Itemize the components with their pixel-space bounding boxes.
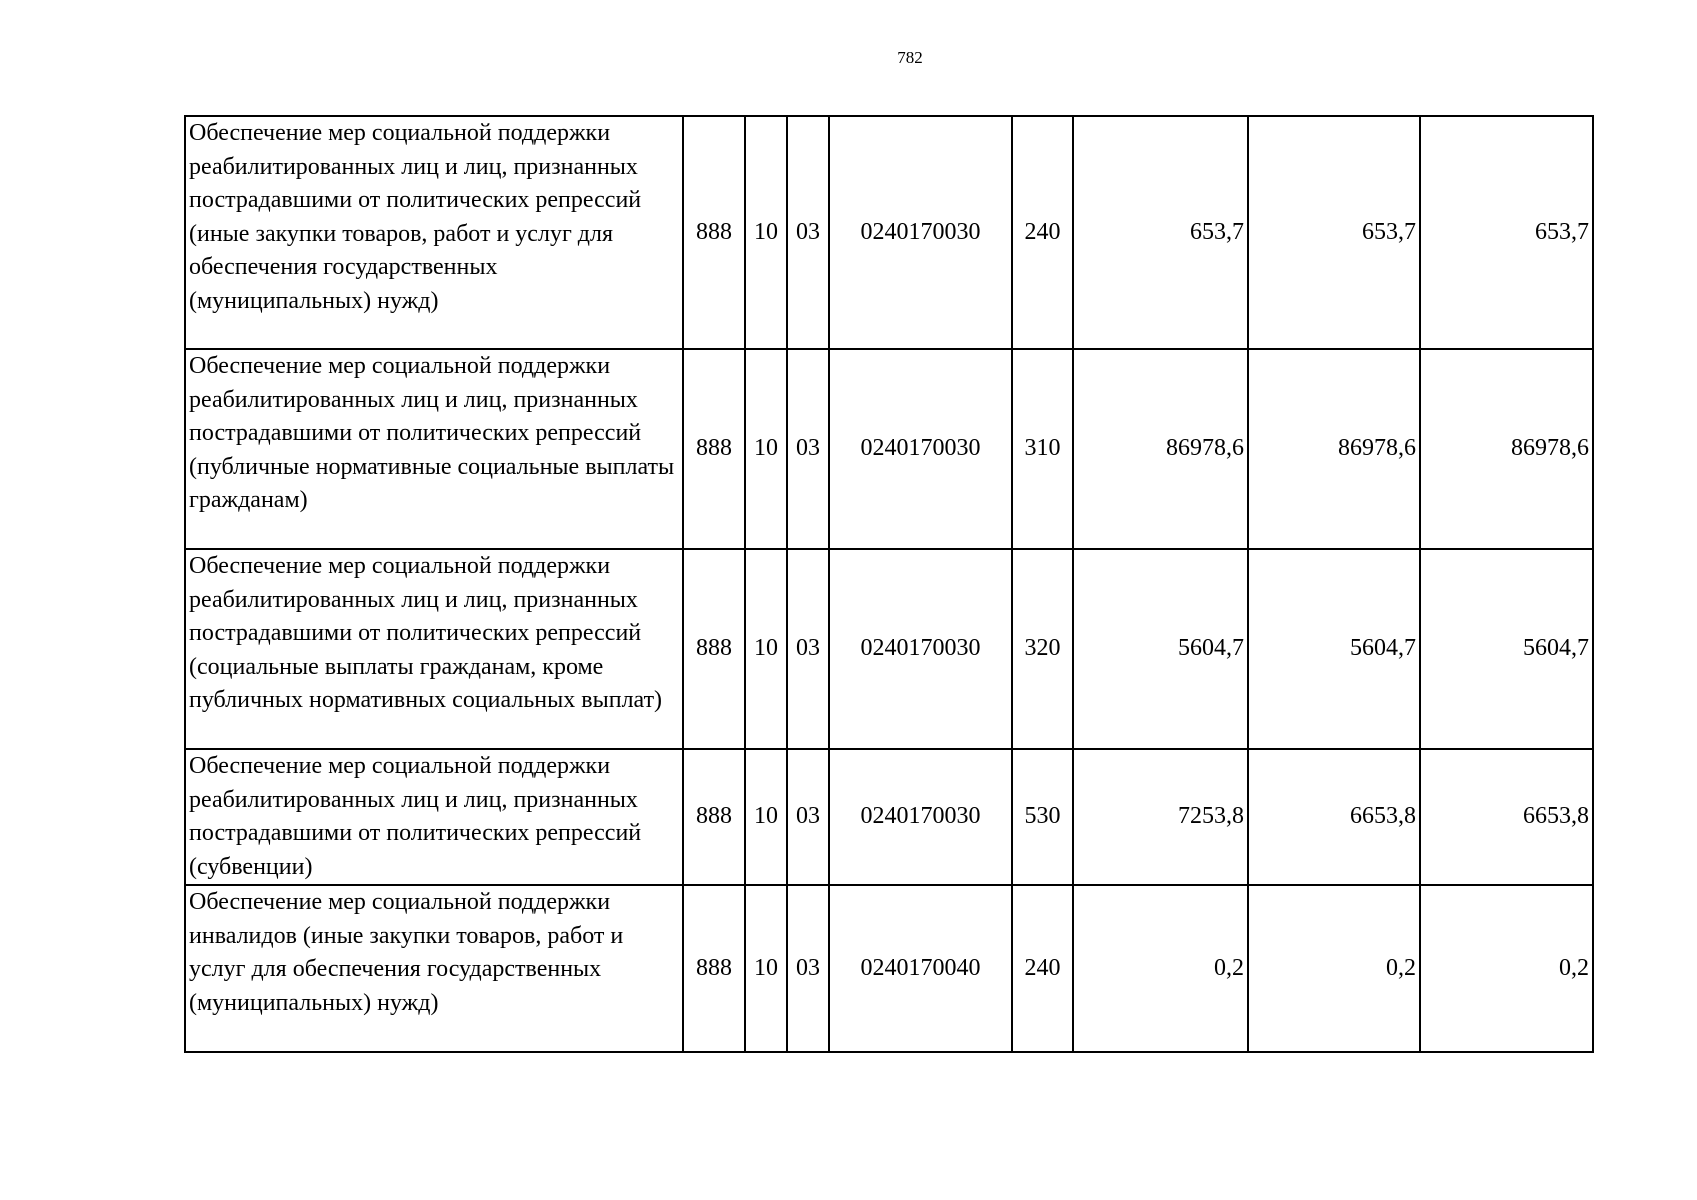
- row-description: Обеспечение мер социальной поддержки реабилитированных лиц и лиц, признанных пострадавшими от политических репрессий (социальные выплаты гражданам, кроме публичных нормативных социальных выплат): [185, 549, 683, 749]
- row-description: Обеспечение мер социальной поддержки реабилитированных лиц и лиц, признанных пострадавшими от политических репрессий (иные закупки товаров, работ и услуг для обеспечения государственных (муниципальных) нужд): [185, 116, 683, 349]
- amount-year-2: 653,7: [1248, 116, 1420, 349]
- section-code: 10: [745, 116, 787, 349]
- table-row: [185, 349, 1593, 549]
- amount-year-2: 5604,7: [1248, 549, 1420, 749]
- amount-year-3: 0,2: [1420, 885, 1593, 1052]
- amount-year-2: 6653,8: [1248, 749, 1420, 885]
- subsection-code: 03: [787, 749, 829, 885]
- row-description: Обеспечение мер социальной поддержки реабилитированных лиц и лиц, признанных пострадавшими от политических репрессий (публичные нормативные социальные выплаты гражданам): [185, 349, 683, 549]
- ministry-code: 888: [683, 349, 745, 549]
- target-article-code: 0240170030: [829, 116, 1012, 349]
- amount-year-3: 6653,8: [1420, 749, 1593, 885]
- section-code: 10: [745, 885, 787, 1052]
- subsection-code: 03: [787, 549, 829, 749]
- ministry-code: 888: [683, 116, 745, 349]
- row-description: Обеспечение мер социальной поддержки инвалидов (иные закупки товаров, работ и услуг для обеспечения государственных (муниципальных) нужд): [185, 885, 683, 1052]
- table-row: [185, 116, 1593, 349]
- table-row: [185, 549, 1593, 749]
- amount-year-3: 5604,7: [1420, 549, 1593, 749]
- section-code: 10: [745, 349, 787, 549]
- amount-year-2: 0,2: [1248, 885, 1420, 1052]
- page-number: 782: [897, 48, 923, 67]
- amount-year-1: 0,2: [1073, 885, 1248, 1052]
- subsection-code: 03: [787, 116, 829, 349]
- target-article-code: 0240170040: [829, 885, 1012, 1052]
- amount-year-1: 86978,6: [1073, 349, 1248, 549]
- amount-year-3: 86978,6: [1420, 349, 1593, 549]
- section-code: 10: [745, 749, 787, 885]
- amount-year-3: 653,7: [1420, 116, 1593, 349]
- section-code: 10: [745, 549, 787, 749]
- expense-type-code: 320: [1012, 549, 1073, 749]
- row-description: Обеспечение мер социальной поддержки реабилитированных лиц и лиц, признанных пострадавшими от политических репрессий (субвенции): [185, 749, 683, 885]
- expense-type-code: 240: [1012, 116, 1073, 349]
- expense-type-code: 530: [1012, 749, 1073, 885]
- amount-year-1: 7253,8: [1073, 749, 1248, 885]
- budget-table: [184, 115, 1594, 1053]
- amount-year-1: 5604,7: [1073, 549, 1248, 749]
- expense-type-code: 240: [1012, 885, 1073, 1052]
- ministry-code: 888: [683, 549, 745, 749]
- table-row: [185, 885, 1593, 1052]
- target-article-code: 0240170030: [829, 749, 1012, 885]
- subsection-code: 03: [787, 885, 829, 1052]
- amount-year-1: 653,7: [1073, 116, 1248, 349]
- target-article-code: 0240170030: [829, 549, 1012, 749]
- ministry-code: 888: [683, 749, 745, 885]
- amount-year-2: 86978,6: [1248, 349, 1420, 549]
- table-row: [185, 749, 1593, 885]
- target-article-code: 0240170030: [829, 349, 1012, 549]
- expense-type-code: 310: [1012, 349, 1073, 549]
- ministry-code: 888: [683, 885, 745, 1052]
- subsection-code: 03: [787, 349, 829, 549]
